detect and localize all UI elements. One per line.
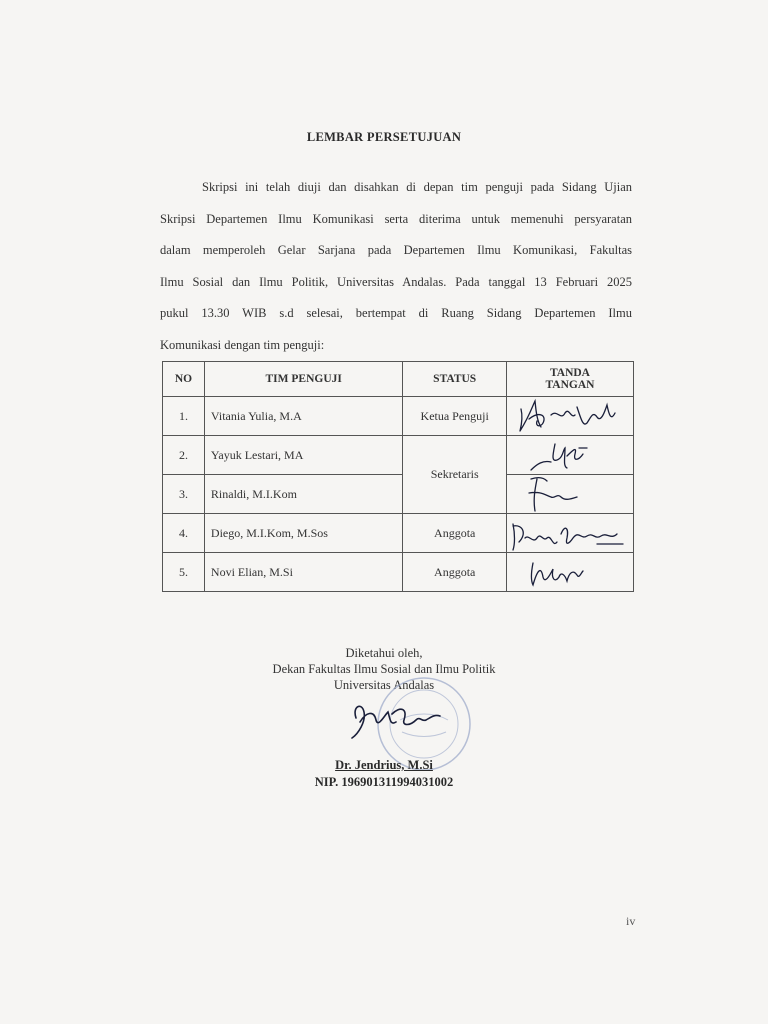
- approval-paragraph: [160, 172, 632, 362]
- header-examiner: TIM PENGUJI: [204, 362, 403, 397]
- examiner-status: Ketua Penguji: [403, 397, 507, 436]
- header-status: STATUS: [403, 362, 507, 397]
- examiner-table: [162, 361, 634, 592]
- examiner-status: Anggota: [403, 514, 507, 553]
- dean-nip: NIP. 196901311994031002: [314, 775, 454, 789]
- signature-cell: [506, 553, 633, 592]
- examiner-name: Yayuk Lestari, MA: [204, 436, 403, 475]
- row-number: 4.: [163, 514, 205, 553]
- row-number: 1.: [163, 397, 205, 436]
- paragraph-line: Ilmu Sosial dan Ilmu Politik, Universitas Andalas. Pada tanggal 13 Februari 2025: [160, 274, 632, 289]
- header-signature: [506, 362, 633, 397]
- approval-line: Diketahui oleh,: [345, 646, 423, 660]
- table-row: [163, 436, 634, 475]
- paragraph-line: Skripsi ini telah diuji dan disahkan di depan tim penguji pada Sidang Ujian: [202, 180, 632, 194]
- table-row: [163, 397, 634, 436]
- examiner-name: Rinaldi, M.I.Kom: [204, 475, 403, 514]
- dean-name: Dr. Jendrius, M.Si: [335, 758, 433, 772]
- page-number: iv: [626, 914, 636, 928]
- examiner-name: Vitania Yulia, M.A: [204, 397, 403, 436]
- header-no: NO: [163, 362, 205, 397]
- signature-cell: [506, 436, 633, 475]
- signature-cell: [506, 514, 633, 553]
- signature-5: [507, 553, 633, 591]
- examiner-status: Sekretaris: [403, 436, 507, 514]
- table-row: [163, 553, 634, 592]
- examiner-status: Anggota: [403, 553, 507, 592]
- signature-2: [507, 436, 633, 474]
- paragraph-line: dalam memperoleh Gelar Sarjana pada Departemen Ilmu Komunikasi, Fakultas: [160, 243, 632, 258]
- paragraph-line: Komunikasi dengan tim penguji:: [160, 337, 325, 352]
- row-number: 5.: [163, 553, 205, 592]
- signature-3: [507, 475, 633, 513]
- paragraph-line: Skripsi Departemen Ilmu Komunikasi serta diterima untuk memenuhi persyaratan: [160, 211, 632, 226]
- examiner-name: Novi Elian, M.Si: [204, 553, 403, 592]
- paragraph-line: pukul 13.30 WIB s.d selesai, bertempat di Ruang Sidang Departemen Ilmu: [160, 306, 632, 321]
- signature-4: [507, 514, 633, 552]
- approval-line: Dekan Fakultas Ilmu Sosial dan Ilmu Politik: [272, 662, 496, 676]
- signature-1: [507, 397, 633, 435]
- header-signature-line1: TANDA: [549, 367, 590, 379]
- table-row: [163, 514, 634, 553]
- table-row: [163, 475, 634, 514]
- signature-cell: [506, 475, 633, 514]
- table-header-row: [163, 362, 634, 397]
- header-signature-line2: TANGAN: [545, 379, 595, 391]
- approval-line: Universitas Andalas: [333, 678, 435, 692]
- page-title: LEMBAR PERSETUJUAN: [306, 130, 462, 144]
- row-number: 3.: [163, 475, 205, 514]
- signature-cell: [506, 397, 633, 436]
- examiner-name: Diego, M.I.Kom, M.Sos: [204, 514, 403, 553]
- row-number: 2.: [163, 436, 205, 475]
